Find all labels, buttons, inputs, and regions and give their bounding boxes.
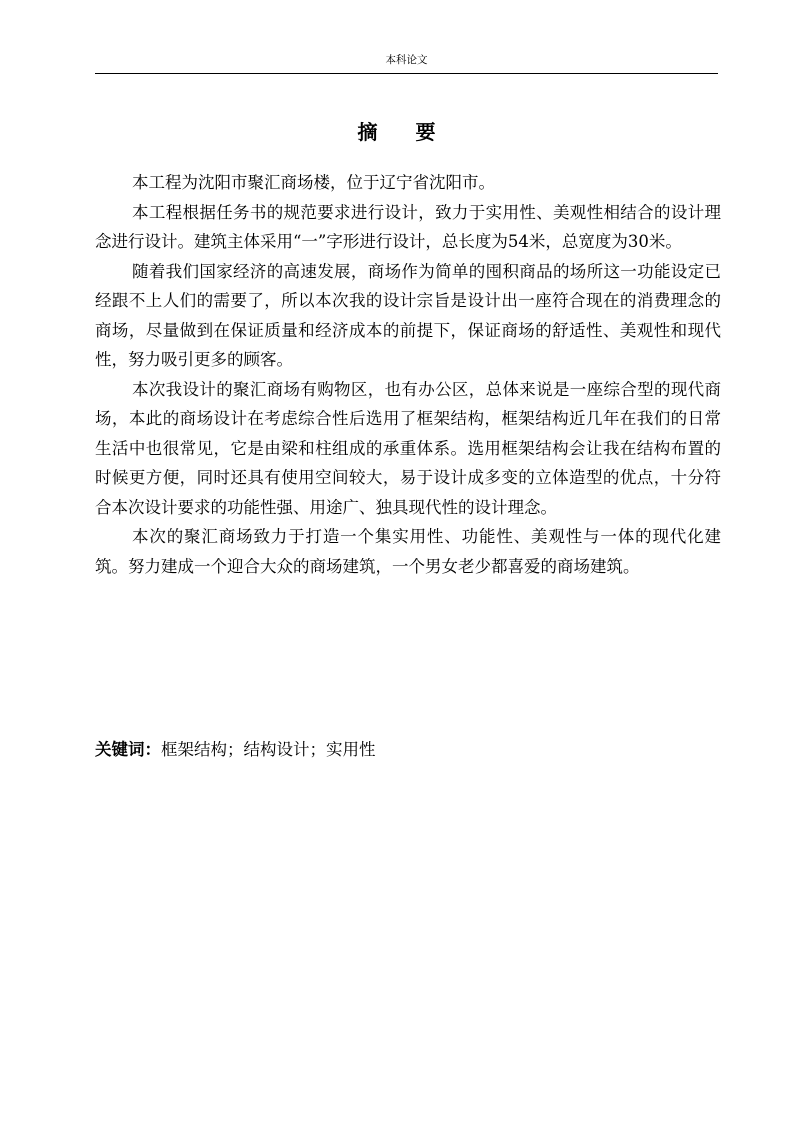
keywords-label: 关键词： [95, 740, 161, 759]
abstract-body [95, 168, 721, 581]
keywords-value: 框架结构；结构设计；实用性 [161, 740, 376, 759]
abstract-paragraph-3: 随着我们国家经济的高速发展，商场作为简单的囤积商品的场所这一功能设定已经跟不上人们的需要了，所以本次我的设计宗旨是设计出一座符合现在的消费理念的商场，尽量做到在保证质量和经济成本的前提下，保证商场的舒适性、美观性和现代性，努力吸引更多的顾客。 [95, 261, 721, 369]
abstract-paragraph-5: 本次的聚汇商场致力于打造一个集实用性、功能性、美观性与一体的现代化建筑。努力建成一个迎合大众的商场建筑，一个男女老少都喜爱的商场建筑。 [95, 527, 721, 576]
abstract-paragraph-4: 本次我设计的聚汇商场有购物区，也有办公区，总体来说是一座综合型的现代商场，本此的商场设计在考虑综合性后选用了框架结构，框架结构近几年在我们的日常生活中也很常见，它是由梁和柱组成的承重体系。选用框架结构会让我在结构布置的时候更方便，同时还具有使用空间较大，易于设计成多变的立体造型的优点，十分符合本次设计要求的功能性强、用途广、独具现代性的设计理念。 [95, 379, 721, 517]
abstract-title: 摘要 [357, 120, 474, 144]
abstract-paragraph-2: 本工程根据任务书的规范要求进行设计，致力于实用性、美观性相结合的设计理念进行设计。建筑主体采用“一”字形进行设计，总长度为54米，总宽度为30米。 [95, 202, 721, 251]
abstract-paragraph-1: 本工程为沈阳市聚汇商场楼，位于辽宁省沈阳市。 [132, 173, 495, 192]
page-header [95, 52, 718, 74]
header-text: 本科论文 [385, 54, 428, 66]
keywords-line [95, 735, 721, 764]
